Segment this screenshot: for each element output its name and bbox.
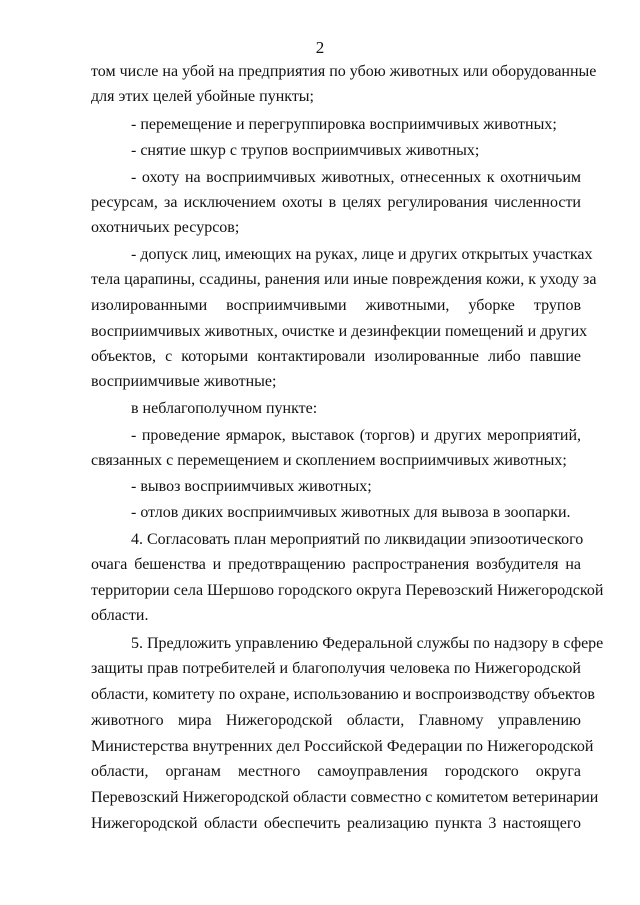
text-line: животного мира Нижегородской области, Главному управлению bbox=[91, 712, 581, 729]
text-line: - вывоз восприимчивых животных; bbox=[131, 478, 372, 495]
text-line: для этих целей убойные пункты; bbox=[91, 88, 314, 105]
text-line: - проведение ярмарок, выставок (торгов) и других мероприятий, bbox=[131, 427, 581, 444]
text-line: восприимчивые животные; bbox=[91, 373, 277, 390]
text-line: области, комитету по охране, использованию и воспроизводству объектов bbox=[91, 686, 595, 703]
page-number: 2 bbox=[315, 38, 325, 57]
text-line: связанных с перемещением и скоплением восприимчивых животных; bbox=[91, 452, 567, 469]
text-line: защиты прав потребителей и благополучия человека по Нижегородской bbox=[91, 660, 581, 677]
text-line: тела царапины, ссадины, ранения или иные повреждения кожи, к уходу за bbox=[91, 271, 597, 288]
text-line: ресурсам, за исключением охоты в целях регулирования численности bbox=[91, 194, 581, 211]
text-line: 4. Согласовать план мероприятий по ликвидации эпизоотического bbox=[131, 531, 584, 548]
text-line: Перевозский Нижегородской области совместно с комитетом ветеринарии bbox=[91, 789, 599, 806]
text-line: Министерства внутренних дел Российской Федерации по Нижегородской bbox=[91, 738, 594, 755]
text-line: в неблагополучном пункте: bbox=[131, 400, 318, 417]
text-line: Нижегородской области обеспечить реализацию пункта 3 настоящего bbox=[91, 815, 581, 832]
text-line: - допуск лиц, имеющих на руках, лице и других открытых участках bbox=[131, 246, 593, 263]
text-line: том числе на убой на предприятия по убою животных или оборудованные bbox=[91, 63, 597, 80]
text-line: области. bbox=[91, 607, 149, 624]
text-line: изолированными восприимчивыми животными, уборке трупов bbox=[91, 297, 581, 314]
text-line: объектов, с которыми контактировали изолированные либо павшие bbox=[91, 348, 581, 365]
text-line: - перемещение и перегруппировка восприимчивых животных; bbox=[131, 116, 557, 133]
text-line: - охоту на восприимчивых животных, отнесенных к охотничьим bbox=[131, 169, 581, 186]
text-line: охотничьих ресурсов; bbox=[91, 219, 240, 236]
text-line: восприимчивых животных, очистке и дезинфекции помещений и других bbox=[91, 323, 588, 340]
text-line: - отлов диких восприимчивых животных для вывоза в зоопарки. bbox=[131, 504, 571, 521]
text-line: территории села Шершово городского округа Перевозский Нижегородской bbox=[91, 582, 604, 599]
text-line: - снятие шкур с трупов восприимчивых животных; bbox=[131, 142, 480, 159]
text-line: 5. Предложить управлению Федеральной службы по надзору в сфере bbox=[131, 635, 604, 652]
text-line: области, органам местного самоуправления городского округа bbox=[91, 763, 581, 780]
text-line: очага бешенства и предотвращению распространения возбудителя на bbox=[91, 556, 581, 573]
